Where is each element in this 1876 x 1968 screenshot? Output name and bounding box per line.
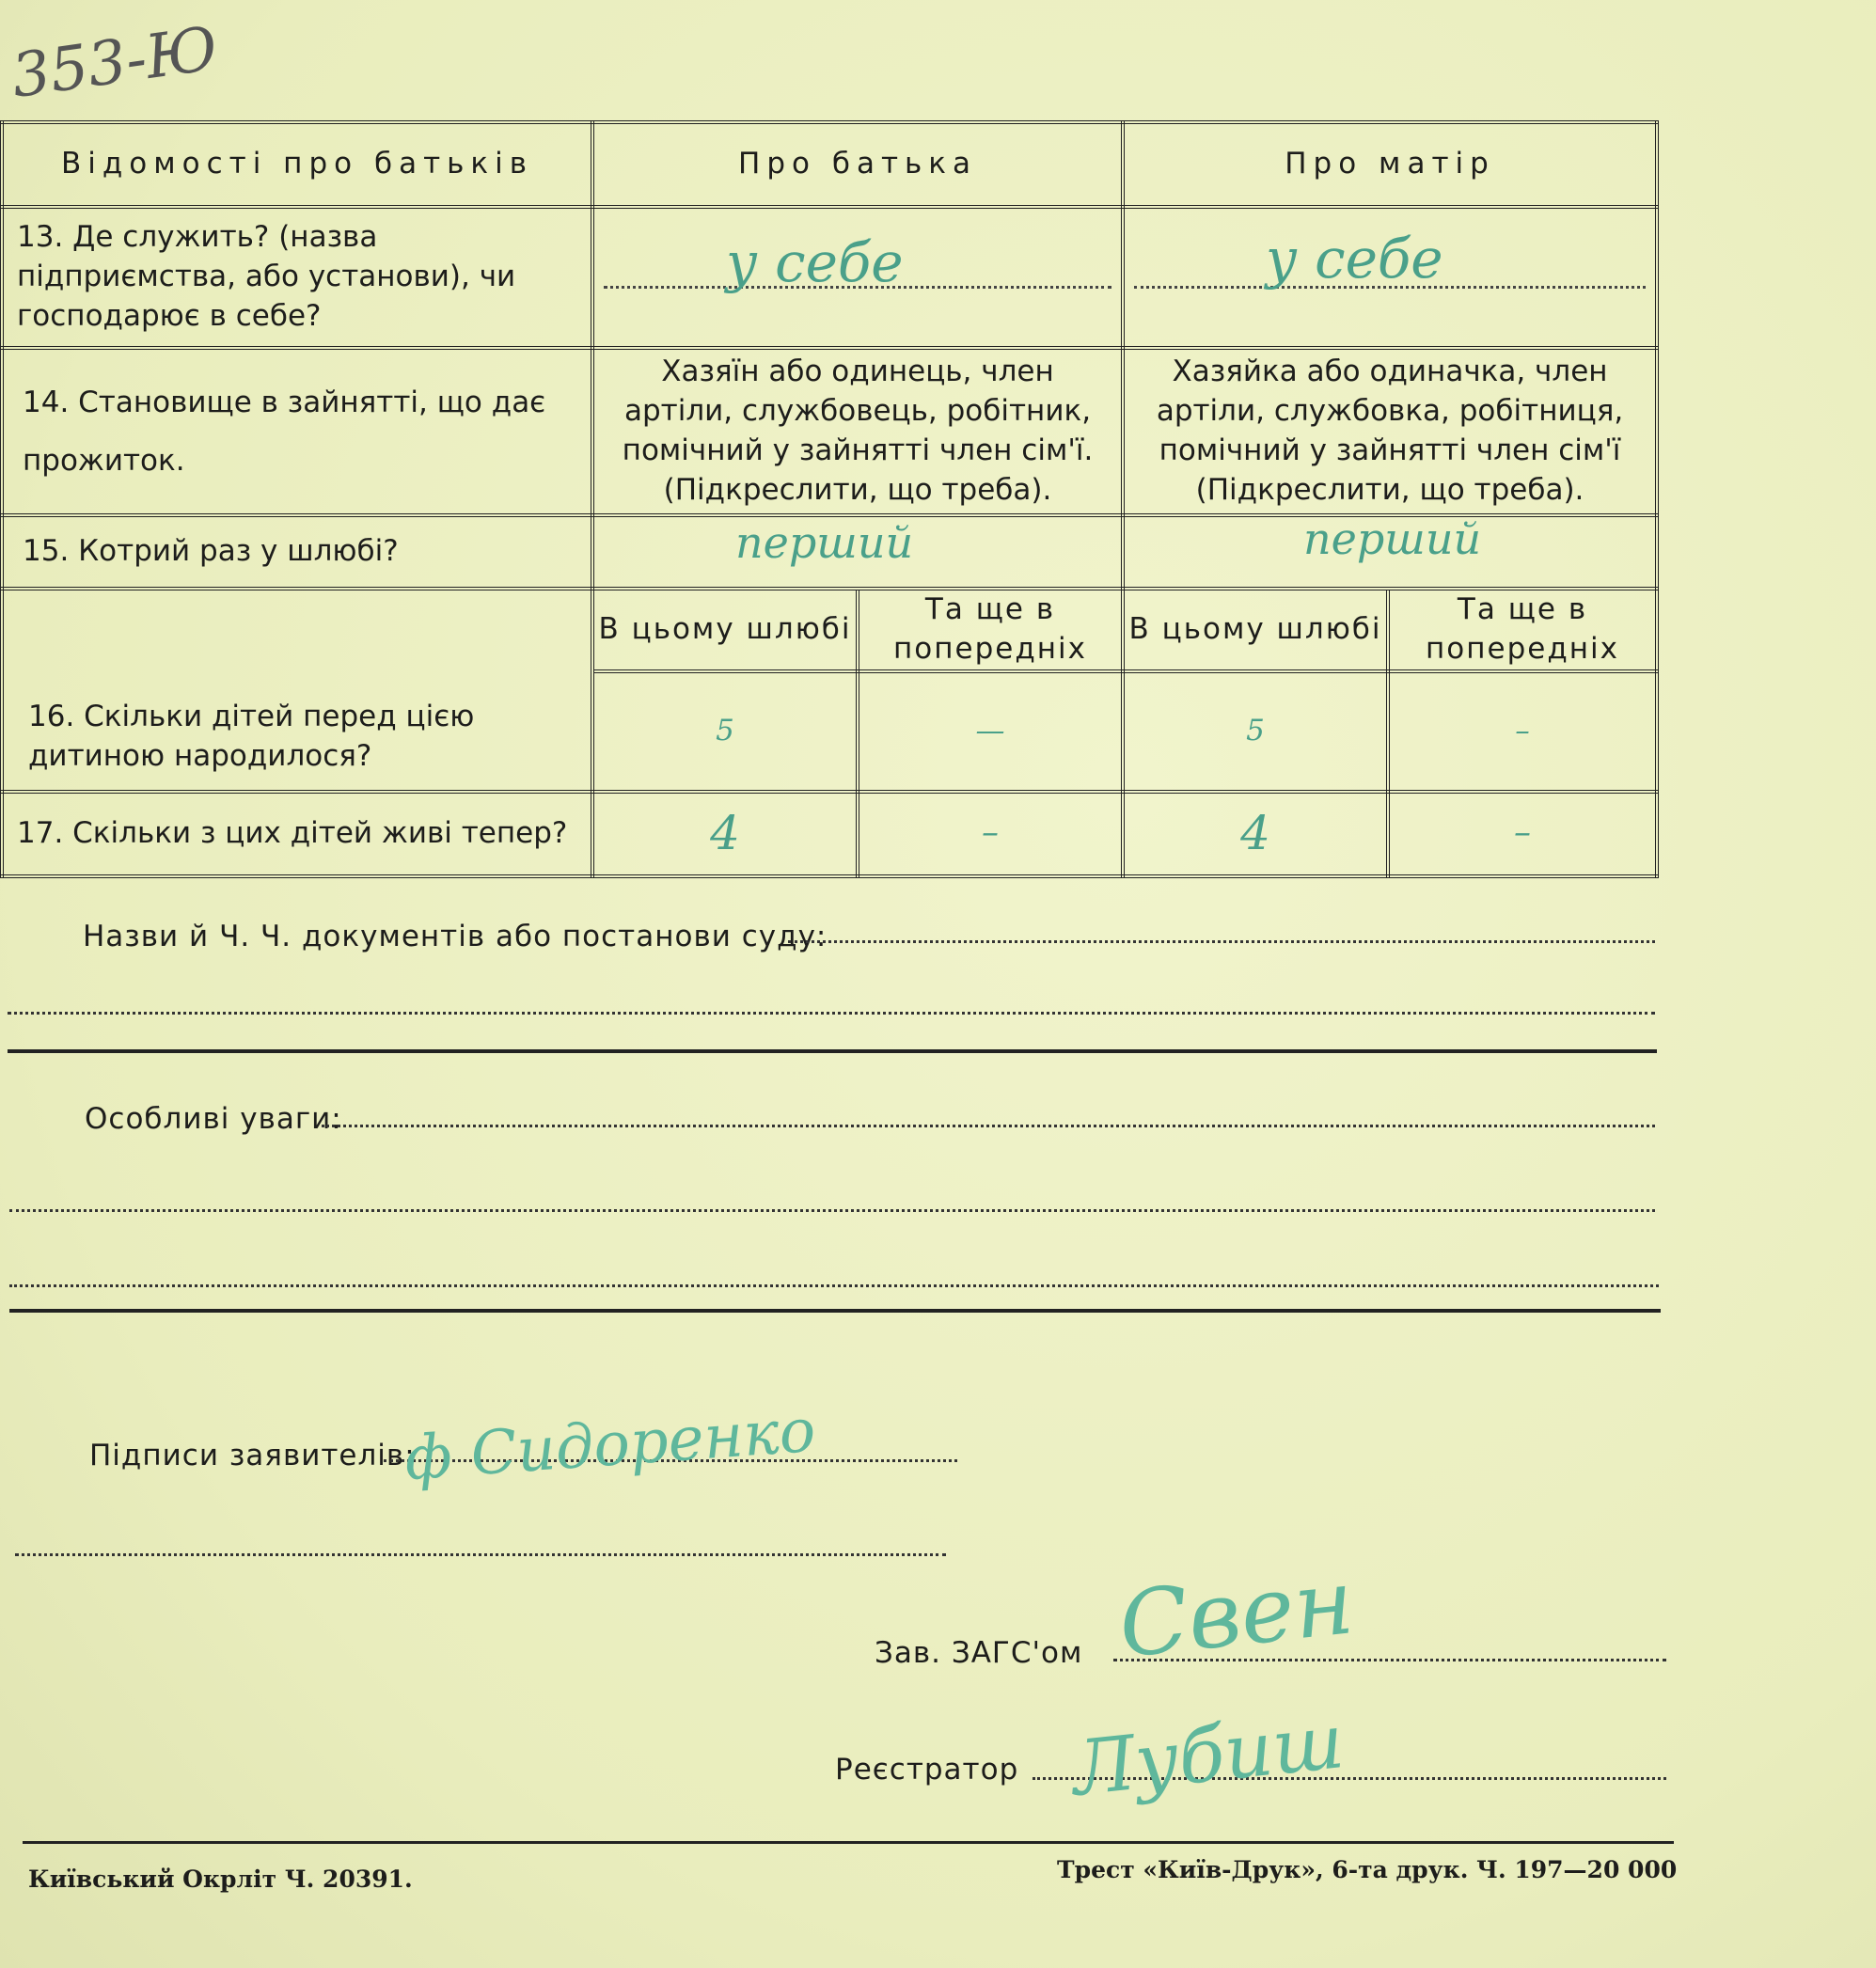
notes-dotline-1 [322, 1125, 1655, 1127]
answer-16-mother-previous: – [1388, 671, 1657, 792]
answer-14-father: Хазяїн або одинець, член артіли, службовець, робітник, помічний у зайнятті член сім'ї. (Підкреслити, що треба). [592, 348, 1123, 515]
question-15: 15. Котрий раз у шлюбі? [2, 515, 592, 589]
registrar-label: Реєстратор [835, 1753, 1019, 1787]
registrar-signature: Лубиш [1067, 1697, 1348, 1813]
documents-dotline-1 [788, 940, 1655, 943]
zags-head-signature: Свен [1113, 1549, 1359, 1678]
answer-13-father-text: у себе [726, 230, 904, 294]
answer-17-father-previous: – [858, 792, 1123, 876]
applicant-signature: ф Сидоренко [402, 1395, 818, 1495]
question-17: 17. Скільки з цих дітей живі тепер? [2, 792, 592, 876]
subheader-this-marriage-mother: В цьому шлюбі [1123, 589, 1388, 671]
subheader-previous-mother: Та ще в попередніх [1388, 589, 1657, 671]
parents-info-table [0, 120, 1659, 878]
zags-head-label: Зав. ЗАГС'ом [875, 1636, 1083, 1670]
notes-dotline-2 [9, 1209, 1655, 1212]
answer-15-mother-text: перший [1303, 513, 1482, 564]
answer-15-father-text: перший [735, 517, 914, 568]
answer-14-mother: Хазяйка або одиначка, член артіли, службовка, робітниця, помічний у зайнятті член сім'ї (Підкреслити, що треба). [1123, 348, 1657, 515]
answer-13-mother-text: у себе [1266, 227, 1443, 291]
answer-17-mother-previous: – [1388, 792, 1657, 876]
divider-1 [8, 1049, 1657, 1053]
answer-17-father-this: 4 [592, 792, 858, 876]
subheader-this-marriage-father: В цьому шлюбі [592, 589, 858, 671]
header-parents-info: Відомості про батьків [2, 122, 592, 207]
answer-16-father-this: 5 [592, 671, 858, 792]
answer-16-mother-this: 5 [1123, 671, 1388, 792]
footer-right-imprint: Трест «Київ-Друк», 6-та друк. Ч. 197—20 000 [1057, 1856, 1678, 1883]
answer-16-father-previous: — [858, 671, 1123, 792]
signatures-label: Підписи заявителів: [89, 1439, 416, 1472]
answer-13-mother [1123, 207, 1657, 348]
footer-left-imprint: Київський Окрліт Ч. 20391. [28, 1866, 413, 1893]
archive-number: 353-Ю [7, 14, 223, 112]
divider-2 [9, 1309, 1661, 1313]
documents-label: Назви й Ч. Ч. документів або постанови суду: [83, 920, 828, 953]
documents-dotline-2 [8, 1012, 1655, 1015]
answer-17-mother-this: 4 [1123, 792, 1388, 876]
answer-13-father [592, 207, 1123, 348]
question-14: 14. Становище в зайнятті, що дає прожиток. [2, 348, 592, 515]
answer-15-father [592, 515, 1123, 589]
notes-label: Особливі уваги: [85, 1102, 342, 1136]
header-father: Про батька [592, 122, 1123, 207]
subheader-previous-father: Та ще в попередніх [858, 589, 1123, 671]
signatures-dotline-2 [15, 1553, 946, 1556]
notes-dotline-3 [9, 1284, 1659, 1287]
answer-15-mother [1123, 515, 1657, 589]
question-16: 16. Скільки дітей перед цією дитиною народилося? [2, 589, 592, 792]
header-mother: Про матір [1123, 122, 1657, 207]
question-13: 13. Де служить? (назва підприємства, або установи), чи господарює в себе? [2, 207, 592, 348]
footer-divider [23, 1841, 1674, 1844]
